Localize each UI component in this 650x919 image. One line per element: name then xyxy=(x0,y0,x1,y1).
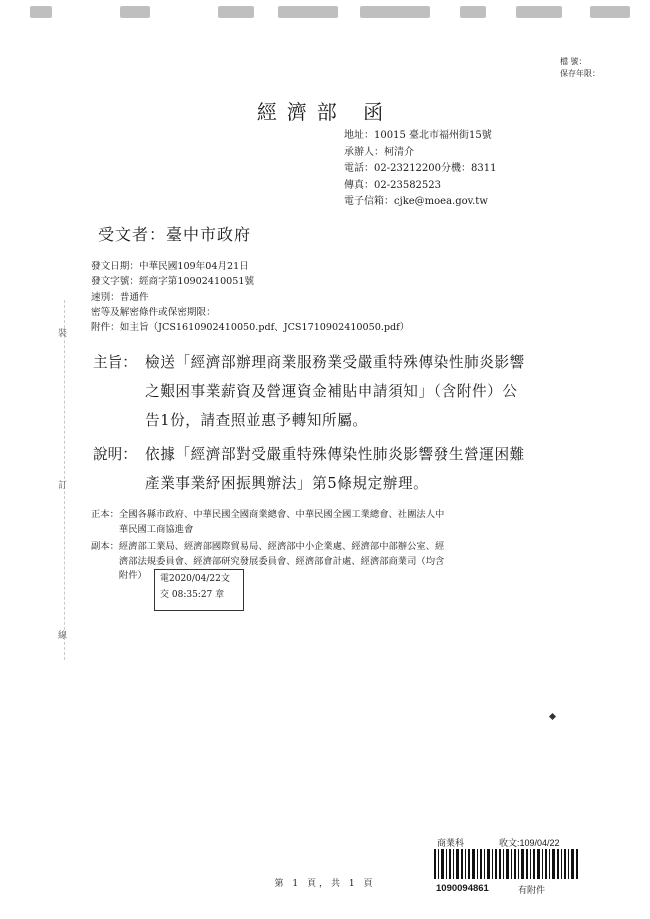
receipt-department: 商業科 xyxy=(437,838,465,848)
document-meta xyxy=(91,259,409,335)
original-recipients-line: 正本：全國各縣市政府、中華民國全國商業總會、中華民國全國工業總會、社團法人中 xyxy=(91,509,445,520)
recipient: 受文者：臺中市政府 xyxy=(98,225,252,244)
receipt-stamp xyxy=(432,833,582,901)
sender-fax: 傳真：02-23582523 xyxy=(344,179,442,191)
original-recipients-line: 華民國工商協進會 xyxy=(91,523,194,535)
file-info xyxy=(560,56,632,80)
explanation-line: 依據「經濟部對受嚴重特殊傳染性肺炎影響發生營運困難 xyxy=(145,446,525,463)
receipt-date: 收文:109/04/22 xyxy=(499,838,560,848)
delivery-speed: 速別：普通件 xyxy=(91,291,149,303)
explanation-line: 產業事業紓困振興辦法」第5條規定辦理。 xyxy=(145,475,429,492)
binding-mark: 訂 xyxy=(58,481,68,491)
original-recipients xyxy=(91,508,444,537)
copy-recipients-line: 副本：經濟部工業局、經濟部國際貿易局、經濟部中小企業處、經濟部中部辦公室、經 xyxy=(91,541,445,552)
barcode xyxy=(434,849,579,879)
sender-contact: 承辦人：柯清介 xyxy=(344,146,414,158)
subject-label: 主旨： xyxy=(93,354,137,371)
issue-date: 發文日期：中華民國109年04月21日 xyxy=(91,261,249,272)
subject-line: 之艱困事業薪資及營運資金補貼申請須知」（含附件）公 xyxy=(145,383,518,400)
binding-mark: 裝 xyxy=(58,329,68,339)
copy-recipients xyxy=(91,540,444,584)
sender-info xyxy=(344,128,496,211)
scan-dot xyxy=(549,713,556,720)
copy-recipients-line: 濟部法規委員會、經濟部研究發展委員會、經濟部會計處、經濟部商業司（均含 xyxy=(91,555,445,567)
sender-email: 電子信箱：cjke@moea.gov.tw xyxy=(344,196,488,207)
retention-period-label: 保存年限： xyxy=(560,69,600,78)
stamp-line: 電2020/04/22文 xyxy=(160,574,230,584)
sender-phone: 電話：02-23212200分機：8311 xyxy=(344,163,497,174)
explanation-label: 說明： xyxy=(93,446,137,463)
copy-recipients-line: 附件） xyxy=(91,570,147,582)
sender-address: 地址：10015 臺北市福州街15號 xyxy=(344,130,492,141)
receipt-number: 1090094861 xyxy=(436,883,489,894)
subject-line: 告1份，請查照並惠予轉知所屬。 xyxy=(145,412,368,429)
secrecy-level: 密等及解密條件或保密期限： xyxy=(91,306,216,318)
binding-mark: 線 xyxy=(58,631,68,641)
electronic-exchange-stamp xyxy=(154,569,244,611)
page-number: 第 1 頁，共 1 頁 xyxy=(274,879,376,889)
subject-line: 檢送「經濟部辦理商業服務業受嚴重特殊傳染性肺炎影響 xyxy=(145,354,525,371)
file-number-label: 檔 號： xyxy=(560,57,587,66)
document-number: 發文字號：經商字第10902410051號 xyxy=(91,276,255,288)
scan-artifact xyxy=(30,0,640,26)
stamp-line: 交 08:35:27 章 xyxy=(160,590,225,600)
attachment-info: 附件：如主旨（JCS1610902410050.pdf、JCS1710902410050.pdf） xyxy=(91,322,410,334)
receipt-attachment: 有附件 xyxy=(518,886,546,896)
document-title: 經濟部 函 xyxy=(256,100,394,124)
